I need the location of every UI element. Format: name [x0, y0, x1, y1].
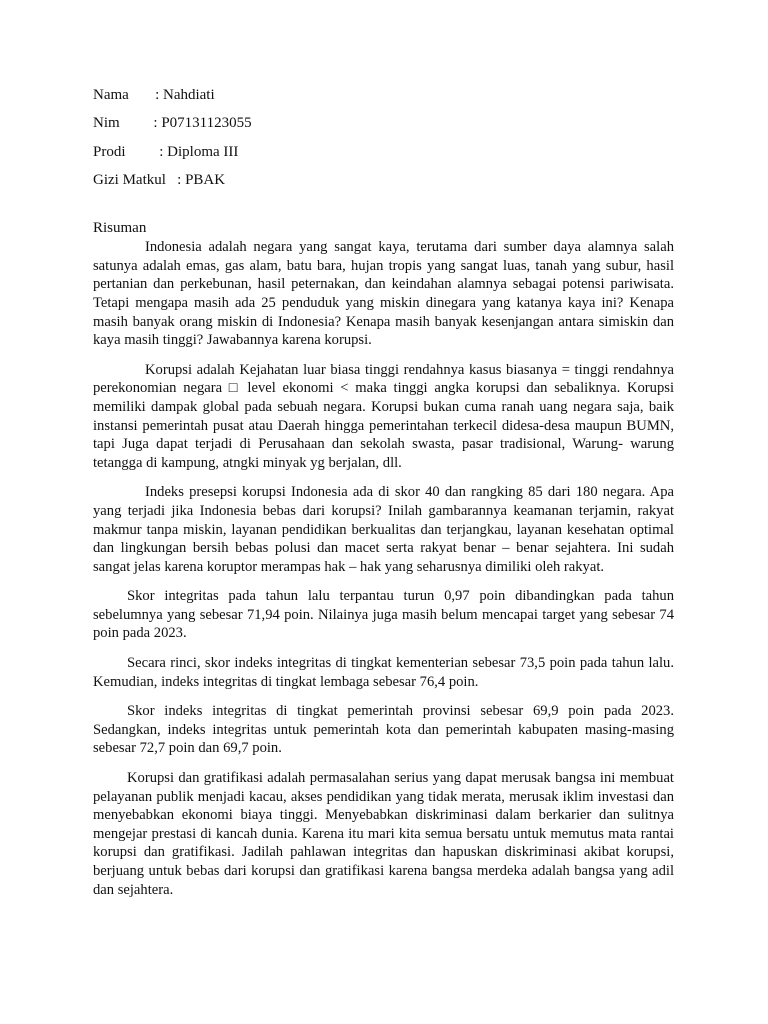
paragraph-6: Skor indeks integritas di tingkat pemerintah provinsi sebesar 69,9 poin pada 2023. Sedangkan, indeks integritas untuk pemerintah kota dan pemerintah kabupaten masing-masing sebesar 72,7 poin dan 69,7 poin.	[93, 703, 674, 757]
paragraph-3: Indeks presepsi korupsi Indonesia ada di skor 40 dan rangking 85 dari 180 negara. Apa yang terjadi jika Indonesia bebas dari korupsi? Inilah gambarannya keamanan terjamin, rakyat makmur tanpa miskin, layanan pendidikan berkualitas dan terjangkau, layanan kesehatan optimal dan lingkungan bersih bebas polusi dan macet serta rakyat benar – benar sejahtera. Ini sudah sangat jelas karena koruptor merampas hak – hak yang seharusnya dimiliki oleh rakyat.	[93, 484, 674, 575]
student-prodi-row: Prodi : Diploma III	[93, 143, 239, 160]
paragraph-4: Skor integritas pada tahun lalu terpantau turun 0,97 poin dibandingkan pada tahun sebelumnya yang sebesar 71,94 poin. Nilainya juga masih belum mencapai target yang sebesar 74 poin pada 2023.	[93, 588, 674, 642]
student-matkul-row: Gizi Matkul : PBAK	[93, 171, 226, 188]
paragraph-1: Indonesia adalah negara yang sangat kaya, terutama dari sumber daya alamnya salah satunya adalah emas, gas alam, batu bara, hujan tropis yang sangat luas, tanah yang subur, hasil pertanian dan perkebunan, hasil peternakan, dan keindahan alamnya sebagai potensi pariwisata. Tetapi mengapa masih ada 25 penduduk yang miskin dinegara yang katanya kaya ini? Kenapa masih banyak orang miskin di Indonesia? Kenapa masih banyak kesenjangan antara simiskin dan kaya masih tinggi? Jawabannya karena korupsi.	[93, 239, 674, 349]
paragraph-7: Korupsi dan gratifikasi adalah permasalahan serius yang dapat merusak bangsa ini membuat pelayanan publik menjadi kacau, akses pendidikan yang tidak merata, merusak iklim investasi dan menyebabkan ekonomi biaya tinggi. Menyebabkan diskriminasi dalam berkarier dan sulitnya mengejar prestasi di kancah dunia. Karena itu mari kita semua bersatu untuk memutus mata rantai korupsi dan gratifikasi. Jadilah pahlawan integritas dan hapuskan diskriminasi akibat korupsi, berjuang untuk bebas dari korupsi dan gratifikasi karena bangsa merdeka adalah bangsa yang adil dan sejahtera.	[93, 770, 674, 898]
paragraph-5: Secara rinci, skor indeks integritas di tingkat kementerian sebesar 73,5 poin pada tahun lalu. Kemudian, indeks integritas di tingkat lembaga sebesar 76,4 poin.	[93, 655, 674, 690]
document-page	[93, 85, 674, 910]
document-title: Risuman	[93, 220, 147, 237]
student-name-row: Nama : Nahdiati	[93, 87, 215, 103]
paragraph-2: Korupsi adalah Kejahatan luar biasa tinggi rendahnya kasus biasanya = tinggi rendahnya perekonomian negara □ level ekonomi < maka tinggi angka korupsi dan sebaliknya. Korupsi memiliki dampak global pada sebuah negara. Korupsi bukan cuma ranah uang negara saja, baik instansi pemerintah pusat atau Daerah hingga pemerintahan terkecil didesa-desa maupun BUMN, tapi Juga dapat terjadi di Perusahaan dan sekolah swasta, pasar tradisional, Warung- warung tetangga di kampung, atngki minyak yg berjalan, dll.	[93, 361, 674, 471]
student-nim-row: Nim : P07131123055	[93, 115, 252, 132]
